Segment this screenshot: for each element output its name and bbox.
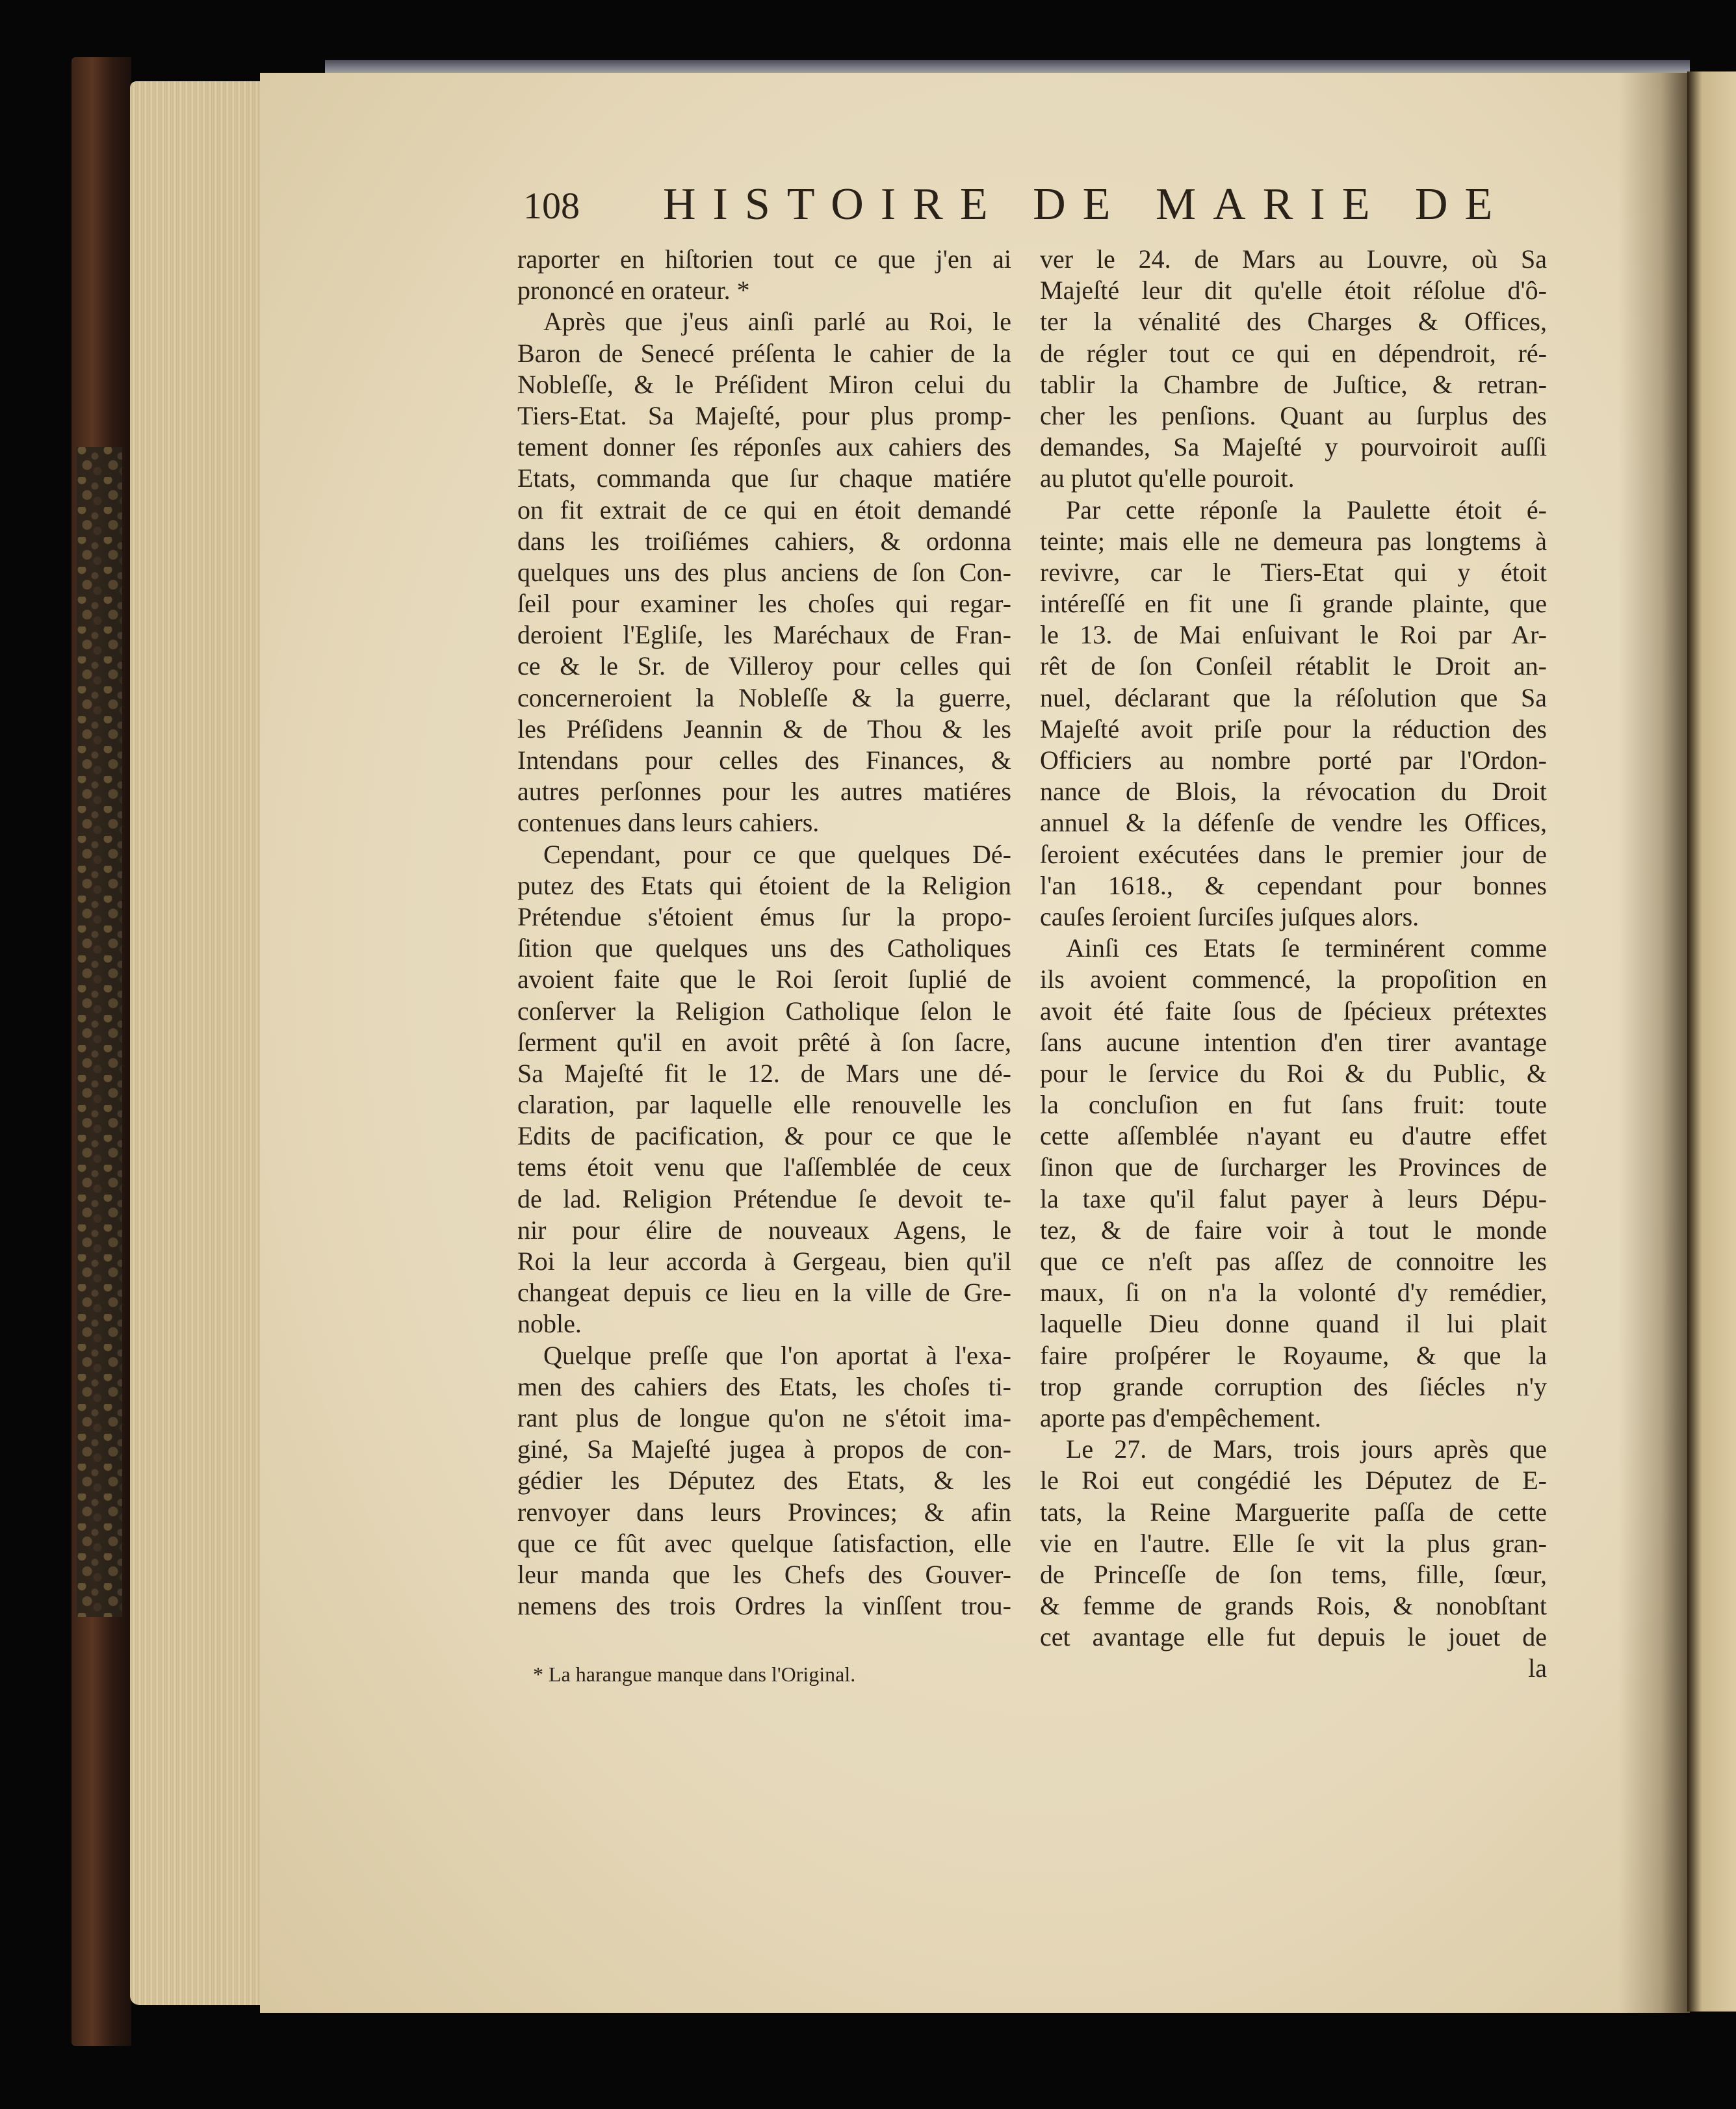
text-line: cher les penſions. Quant au ſurplus des bbox=[1040, 400, 1547, 430]
text-line: trop grande corruption des ſiécles n'y bbox=[1040, 1371, 1547, 1401]
text-line: renvoyer dans leurs Provinces; & afin bbox=[517, 1497, 1011, 1527]
text-line: Officiers au nombre porté par l'Ordon- bbox=[1040, 745, 1547, 775]
text-line: tablir la Chambre de Juſtice, & retran- bbox=[1040, 369, 1547, 399]
text-line: Baron de Senecé préſenta le cahier de la bbox=[517, 338, 1011, 368]
text-line: ſans aucune intention d'en tirer avantage bbox=[1040, 1027, 1547, 1057]
text-line: ſeroient exécutées dans le premier jour de bbox=[1040, 839, 1547, 869]
text-line: intéreſſé en fit une ſi grande plainte, que bbox=[1040, 589, 1547, 619]
text-line: cauſes ſeroient ſurciſes juſques alors. bbox=[1040, 901, 1419, 931]
book-cover-spine bbox=[71, 57, 131, 2046]
text-line: rant plus de longue qu'on ne s'étoit ima- bbox=[517, 1403, 1011, 1432]
text-line: faire proſpérer le Royaume, & que la bbox=[1040, 1340, 1547, 1370]
text-line: que ce fût avec quelque ſatisfaction, elle bbox=[517, 1528, 1011, 1558]
text-line: Edits de pacification, & pour ce que le bbox=[517, 1121, 1011, 1151]
text-line: ver le 24. de Mars au Louvre, où Sa bbox=[1040, 244, 1547, 274]
text-line: Après que j'eus ainſi parlé au Roi, le bbox=[543, 307, 1011, 337]
text-line: la taxe qu'il falut payer à leurs Dépu- bbox=[1040, 1184, 1547, 1213]
text-line: claration, par laquelle elle renouvelle les bbox=[517, 1090, 1011, 1120]
text-line: putez des Etats qui étoient de la Religion bbox=[517, 870, 1011, 900]
text-line: avoient faite que le Roi ſeroit ſuplié de bbox=[517, 964, 1011, 994]
facing-page-edge bbox=[1687, 71, 1736, 2012]
text-line: cet avantage elle fut depuis le jouet de bbox=[1040, 1622, 1547, 1652]
text-line: men des cahiers des Etats, les choſes ti- bbox=[517, 1371, 1011, 1401]
text-line: Ainſi ces Etats ſe terminérent comme bbox=[1066, 933, 1547, 963]
text-line: concerneroient la Nobleſſe & la guerre, bbox=[517, 682, 1011, 712]
text-line: Quelque preſſe que l'on aportat à l'exa- bbox=[543, 1340, 1011, 1370]
text-line: au plutot qu'elle pouroit. bbox=[1040, 463, 1295, 493]
page-number: 108 bbox=[523, 185, 580, 227]
text-line: ſinon que de ſurcharger les Provinces de bbox=[1040, 1152, 1547, 1182]
text-line: Par cette réponſe la Paulette étoit é- bbox=[1066, 495, 1547, 524]
text-line: Majeſté avoit priſe pour la réduction des bbox=[1040, 714, 1547, 744]
text-line: le 13. de Mai enſuivant le Roi par Ar- bbox=[1040, 620, 1547, 650]
text-line: ter la vénalité des Charges & Offices, bbox=[1040, 307, 1547, 337]
text-line: Tiers-Etat. Sa Majeſté, pour plus promp- bbox=[517, 400, 1011, 430]
footnote: * La harangue manque dans l'Original. bbox=[533, 1663, 856, 1686]
text-column-left bbox=[517, 244, 1011, 1622]
running-title: HISTOIRE DE MARIE DE bbox=[663, 179, 1510, 229]
text-line: Roi la leur accorda à Gergeau, bien qu'il bbox=[517, 1247, 1011, 1276]
text-line: ſition que quelques uns des Catholiques bbox=[517, 933, 1011, 963]
running-head bbox=[523, 179, 1510, 244]
text-line: revivre, car le Tiers-Etat qui y étoit bbox=[1040, 557, 1547, 587]
text-line: cette aſſemblée n'ayant eu d'autre effet bbox=[1040, 1121, 1547, 1151]
text-line: on fit extrait de ce qui en étoit demandé bbox=[517, 495, 1011, 524]
text-line: leur manda que les Chefs des Gouver- bbox=[517, 1559, 1011, 1589]
text-line: tems étoit venu que l'aſſemblée de ceux bbox=[517, 1152, 1011, 1182]
text-line: avoit été faite ſous de ſpécieux prétextes bbox=[1040, 996, 1547, 1026]
marbled-board bbox=[77, 447, 122, 1617]
text-line: nir pour élire de nouveaux Agens, le bbox=[517, 1215, 1011, 1245]
text-line: changeat depuis ce lieu en la ville de Gre- bbox=[517, 1278, 1011, 1308]
page-edges bbox=[130, 81, 279, 2005]
text-column-right bbox=[1040, 244, 1547, 1685]
text-line: Cependant, pour ce que quelques Dé- bbox=[543, 839, 1011, 869]
text-line: conſerver la Religion Catholique ſelon le bbox=[517, 996, 1011, 1026]
text-line: de lad. Religion Prétendue ſe devoit te- bbox=[517, 1184, 1011, 1213]
page-gutter-shadow bbox=[1618, 73, 1690, 2013]
text-line: Le 27. de Mars, trois jours après que bbox=[1066, 1434, 1547, 1464]
text-line: noble. bbox=[517, 1309, 582, 1339]
text-line: raporter en hiſtorien tout ce que j'en ai bbox=[517, 244, 1011, 274]
text-line: teinte; mais elle ne demeura pas longtems à bbox=[1040, 526, 1547, 556]
text-line: de Princeſſe de ſon tems, fille, ſœur, bbox=[1040, 1559, 1547, 1589]
text-line: giné, Sa Majeſté jugea à propos de con- bbox=[517, 1434, 1011, 1464]
text-line: ſeil pour examiner les choſes qui regar- bbox=[517, 589, 1011, 619]
text-line: nance de Blois, la révocation du Droit bbox=[1040, 777, 1547, 807]
text-line: les Préſidens Jeannin & de Thou & les bbox=[517, 714, 1011, 744]
text-line: Nobleſſe, & le Préſident Miron celui du bbox=[517, 369, 1011, 399]
text-line: autres perſonnes pour les autres matiéres bbox=[517, 777, 1011, 807]
text-line: dans les troiſiémes cahiers, & ordonna bbox=[517, 526, 1011, 556]
text-line: annuel & la défenſe de vendre les Offices, bbox=[1040, 808, 1547, 838]
text-line: rêt de ſon Conſeil rétablit le Droit an- bbox=[1040, 651, 1547, 681]
text-line: de régler tout ce qui en dépendroit, ré- bbox=[1040, 338, 1547, 368]
text-line: aporte pas d'empêchement. bbox=[1040, 1403, 1321, 1432]
text-line: demandes, Sa Majeſté y pourvoiroit auſſi bbox=[1040, 432, 1547, 462]
text-line: Prétendue s'étoient émus ſur la propo- bbox=[517, 901, 1011, 931]
text-line: prononcé en orateur. * bbox=[517, 276, 750, 305]
text-line: laquelle Dieu donne quand il lui plait bbox=[1040, 1309, 1547, 1339]
text-line: Sa Majeſté fit le 12. de Mars une dé- bbox=[517, 1058, 1011, 1088]
text-line: deroient l'Egliſe, les Maréchaux de Fran- bbox=[517, 620, 1011, 650]
text-line: tement donner ſes réponſes aux cahiers des bbox=[517, 432, 1011, 462]
text-line: nemens des trois Ordres la vinſſent trou- bbox=[517, 1591, 1011, 1621]
text-line: Intendans pour celles des Finances, & bbox=[517, 745, 1011, 775]
text-line: ce & le Sr. de Villeroy pour celles qui bbox=[517, 651, 1011, 681]
text-line: l'an 1618., & cependant pour bonnes bbox=[1040, 870, 1547, 900]
text-line: & femme de grands Rois, & nonobſtant bbox=[1040, 1591, 1547, 1621]
text-line: tez, & de faire voir à tout le monde bbox=[1040, 1215, 1547, 1245]
text-line: tats, la Reine Marguerite paſſa de cette bbox=[1040, 1497, 1547, 1527]
text-line: Etats, commanda que ſur chaque matiére bbox=[517, 463, 1011, 493]
text-line: la concluſion en fut ſans fruit: toute bbox=[1040, 1090, 1547, 1120]
text-line: la bbox=[1528, 1653, 1547, 1683]
text-line: gédier les Députez des Etats, & les bbox=[517, 1466, 1011, 1495]
text-line: ſerment qu'il en avoit prêté à ſon ſacre, bbox=[517, 1027, 1011, 1057]
text-line: quelques uns des plus anciens de ſon Con- bbox=[517, 557, 1011, 587]
text-line: maux, ſi on n'a la volonté d'y remédier, bbox=[1040, 1278, 1547, 1308]
text-line: le Roi eut congédié les Députez de E- bbox=[1040, 1466, 1547, 1495]
text-line: contenues dans leurs cahiers. bbox=[517, 808, 820, 838]
text-line: que ce n'eſt pas aſſez de connoitre les bbox=[1040, 1247, 1547, 1276]
text-line: ils avoient commencé, la propoſition en bbox=[1040, 964, 1547, 994]
text-line: vie en l'autre. Elle ſe vit la plus gran- bbox=[1040, 1528, 1547, 1558]
text-line: nuel, déclarant que la réſolution que Sa bbox=[1040, 682, 1547, 712]
text-line: Majeſté leur dit qu'elle étoit réſolue d'ô- bbox=[1040, 276, 1547, 305]
text-line: pour le ſervice du Roi & du Public, & bbox=[1040, 1058, 1547, 1088]
